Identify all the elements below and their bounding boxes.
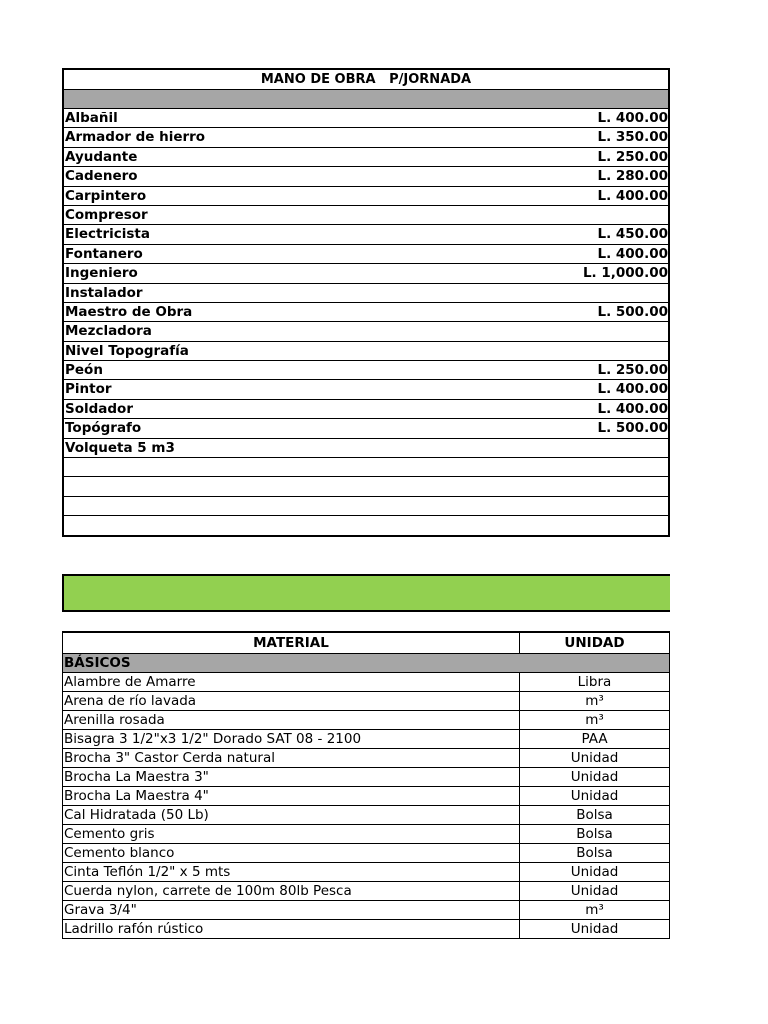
labor-price: L. 500.00	[597, 303, 668, 320]
material-unit: PAA	[581, 731, 608, 747]
labor-name	[64, 458, 668, 476]
table-row	[63, 882, 669, 901]
labor-price: L. 400.00	[597, 245, 668, 262]
labor-name: Mezcladora	[65, 323, 152, 340]
labor-name	[64, 497, 668, 515]
labor-price: L. 1,000.00	[582, 265, 668, 282]
table-row	[64, 187, 668, 206]
material-name: Alambre de Amarre	[63, 673, 520, 691]
table-row	[63, 711, 669, 730]
table-row	[63, 673, 669, 692]
table-row	[63, 730, 669, 749]
material-name: Cemento blanco	[63, 844, 520, 862]
table-row	[64, 361, 668, 380]
labor-price: L. 400.00	[597, 187, 668, 204]
labor-name: Pintor	[65, 381, 112, 398]
labor-name: Cadenero	[65, 168, 138, 185]
labor-price: L. 500.00	[597, 420, 668, 437]
table-row	[64, 206, 668, 225]
material-unit: Unidad	[570, 883, 619, 899]
table-row	[64, 148, 668, 167]
category-row: BÁSICOS	[63, 654, 669, 673]
material-name: Cuerda nylon, carrete de 100m 80lb Pesca	[63, 882, 520, 900]
labor-name: Armador de hierro	[65, 129, 206, 146]
labor-name: Peón	[65, 362, 103, 379]
table-row	[64, 458, 668, 477]
table-row	[64, 109, 668, 128]
header-unit: UNIDAD	[564, 635, 625, 651]
table-row	[64, 342, 668, 361]
labor-table-gray-band	[64, 90, 668, 109]
table-row	[63, 749, 669, 768]
labor-name	[64, 477, 668, 495]
labor-name: Topógrafo	[65, 420, 142, 437]
table-row	[64, 284, 668, 303]
labor-name: Maestro de Obra	[65, 303, 193, 320]
material-name: Cal Hidratada (50 Lb)	[63, 806, 520, 824]
table-row	[64, 225, 668, 244]
labor-price: L. 280.00	[597, 168, 668, 185]
material-name: Arenilla rosada	[63, 711, 520, 729]
table-row	[63, 825, 669, 844]
material-table-header	[63, 633, 669, 654]
material-unit: Unidad	[570, 864, 619, 880]
table-row	[64, 167, 668, 186]
material-unit: m³	[585, 712, 604, 728]
material-unit: m³	[585, 693, 604, 709]
material-name: Brocha La Maestra 4"	[63, 787, 520, 805]
labor-price: L. 400.00	[597, 400, 668, 417]
labor-table	[62, 68, 670, 537]
green-band	[62, 574, 670, 612]
table-row	[64, 303, 668, 322]
labor-name: Fontanero	[65, 245, 143, 262]
table-row	[63, 806, 669, 825]
table-row	[64, 516, 668, 534]
table-row	[63, 920, 669, 938]
material-name: Brocha 3" Castor Cerda natural	[63, 749, 520, 767]
labor-name: Nivel Topografía	[65, 342, 189, 359]
labor-name: Ayudante	[65, 148, 138, 165]
material-unit: Bolsa	[576, 807, 613, 823]
labor-name: Instalador	[65, 284, 143, 301]
labor-price: L. 450.00	[597, 226, 668, 243]
table-row	[64, 497, 668, 516]
header-material: MATERIAL	[63, 633, 520, 653]
table-row	[63, 844, 669, 863]
labor-name: Ingeniero	[65, 265, 138, 282]
material-unit: Bolsa	[576, 826, 613, 842]
labor-price: L. 250.00	[597, 362, 668, 379]
table-row	[64, 380, 668, 399]
labor-name: Electricista	[65, 226, 150, 243]
table-row	[64, 245, 668, 264]
material-table	[62, 631, 670, 939]
material-name: Ladrillo rafón rústico	[63, 920, 520, 938]
table-row	[64, 439, 668, 458]
table-row	[63, 692, 669, 711]
material-name: Arena de río lavada	[63, 692, 520, 710]
table-row	[64, 400, 668, 419]
table-row	[64, 322, 668, 341]
labor-name	[64, 516, 668, 534]
material-unit: Libra	[577, 674, 612, 690]
table-row	[64, 128, 668, 147]
labor-table-title: MANO DE OBRA P/JORNADA	[64, 70, 668, 90]
labor-name: Soldador	[65, 400, 133, 417]
labor-name: Volqueta 5 m3	[65, 439, 175, 456]
material-name: Bisagra 3 1/2"x3 1/2" Dorado SAT 08 - 2100	[63, 730, 520, 748]
material-unit: Unidad	[570, 750, 619, 766]
table-row	[64, 477, 668, 496]
material-name: Grava 3/4"	[63, 901, 520, 919]
labor-price: L. 250.00	[597, 148, 668, 165]
labor-price: L. 350.00	[597, 129, 668, 146]
material-name: Cemento gris	[63, 825, 520, 843]
material-name: Cinta Teflón 1/2" x 5 mts	[63, 863, 520, 881]
material-unit: m³	[585, 902, 604, 918]
labor-name: Carpintero	[65, 187, 147, 204]
labor-price: L. 400.00	[597, 381, 668, 398]
material-unit: Bolsa	[576, 845, 613, 861]
labor-price: L. 400.00	[597, 110, 668, 126]
material-unit: Unidad	[570, 921, 619, 937]
table-row	[63, 863, 669, 882]
material-unit: Unidad	[570, 788, 619, 804]
material-name: Brocha La Maestra 3"	[63, 768, 520, 786]
table-row	[64, 419, 668, 438]
labor-rows	[64, 109, 668, 535]
labor-name: Compresor	[65, 206, 148, 223]
material-unit: Unidad	[570, 769, 619, 785]
table-row	[63, 901, 669, 920]
material-rows	[63, 673, 669, 938]
table-row	[64, 264, 668, 283]
labor-name: Albañil	[65, 110, 118, 126]
table-row	[63, 768, 669, 787]
table-row	[63, 787, 669, 806]
